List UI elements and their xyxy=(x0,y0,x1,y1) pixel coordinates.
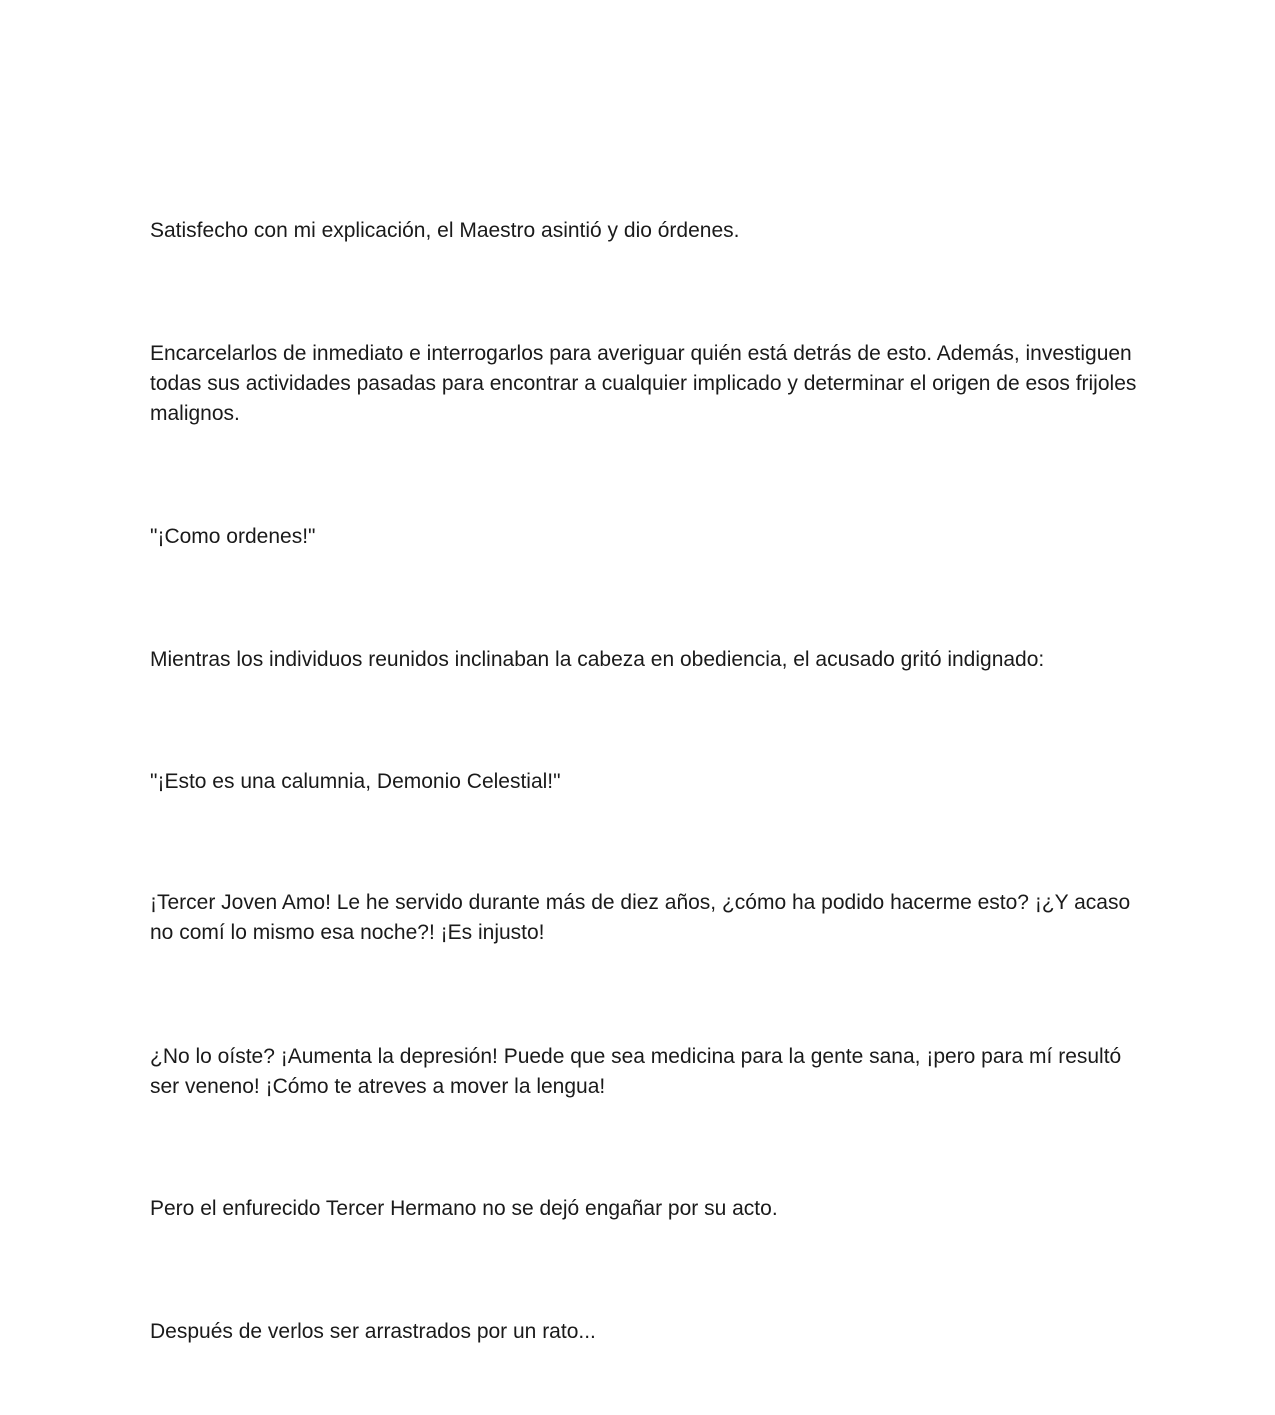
paragraph-4: Mientras los individuos reunidos inclinaban la cabeza en obediencia, el acusado gritó indignado: xyxy=(150,648,1045,671)
paragraph-6: ¡Tercer Joven Amo! Le he servido durante más de diez años, ¿cómo ha podido hacerme esto? ¡¿Y acaso no comí lo mismo esa noche?! ¡Es injusto! xyxy=(150,891,1131,944)
paragraph-9: Después de verlos ser arrastrados por un rato... xyxy=(150,1320,596,1343)
paragraph-3: "¡Como ordenes!" xyxy=(150,525,316,548)
paragraph-2: Encarcelarlos de inmediato e interrogarlos para averiguar quién está detrás de esto. Además, investiguen todas sus actividades pasadas para encontrar a cualquier implicado y determinar el origen de esos frijoles malignos. xyxy=(150,342,1137,425)
paragraph-7: ¿No lo oíste? ¡Aumenta la depresión! Puede que sea medicina para la gente sana, ¡pero para mí resultó ser veneno! ¡Cómo te atreves a mover la lengua! xyxy=(150,1045,1122,1098)
paragraph-1: Satisfecho con mi explicación, el Maestro asintió y dio órdenes. xyxy=(150,219,740,242)
paragraph-5: "¡Esto es una calumnia, Demonio Celestial!" xyxy=(150,770,561,793)
paragraph-8: Pero el enfurecido Tercer Hermano no se dejó engañar por su acto. xyxy=(150,1197,778,1220)
